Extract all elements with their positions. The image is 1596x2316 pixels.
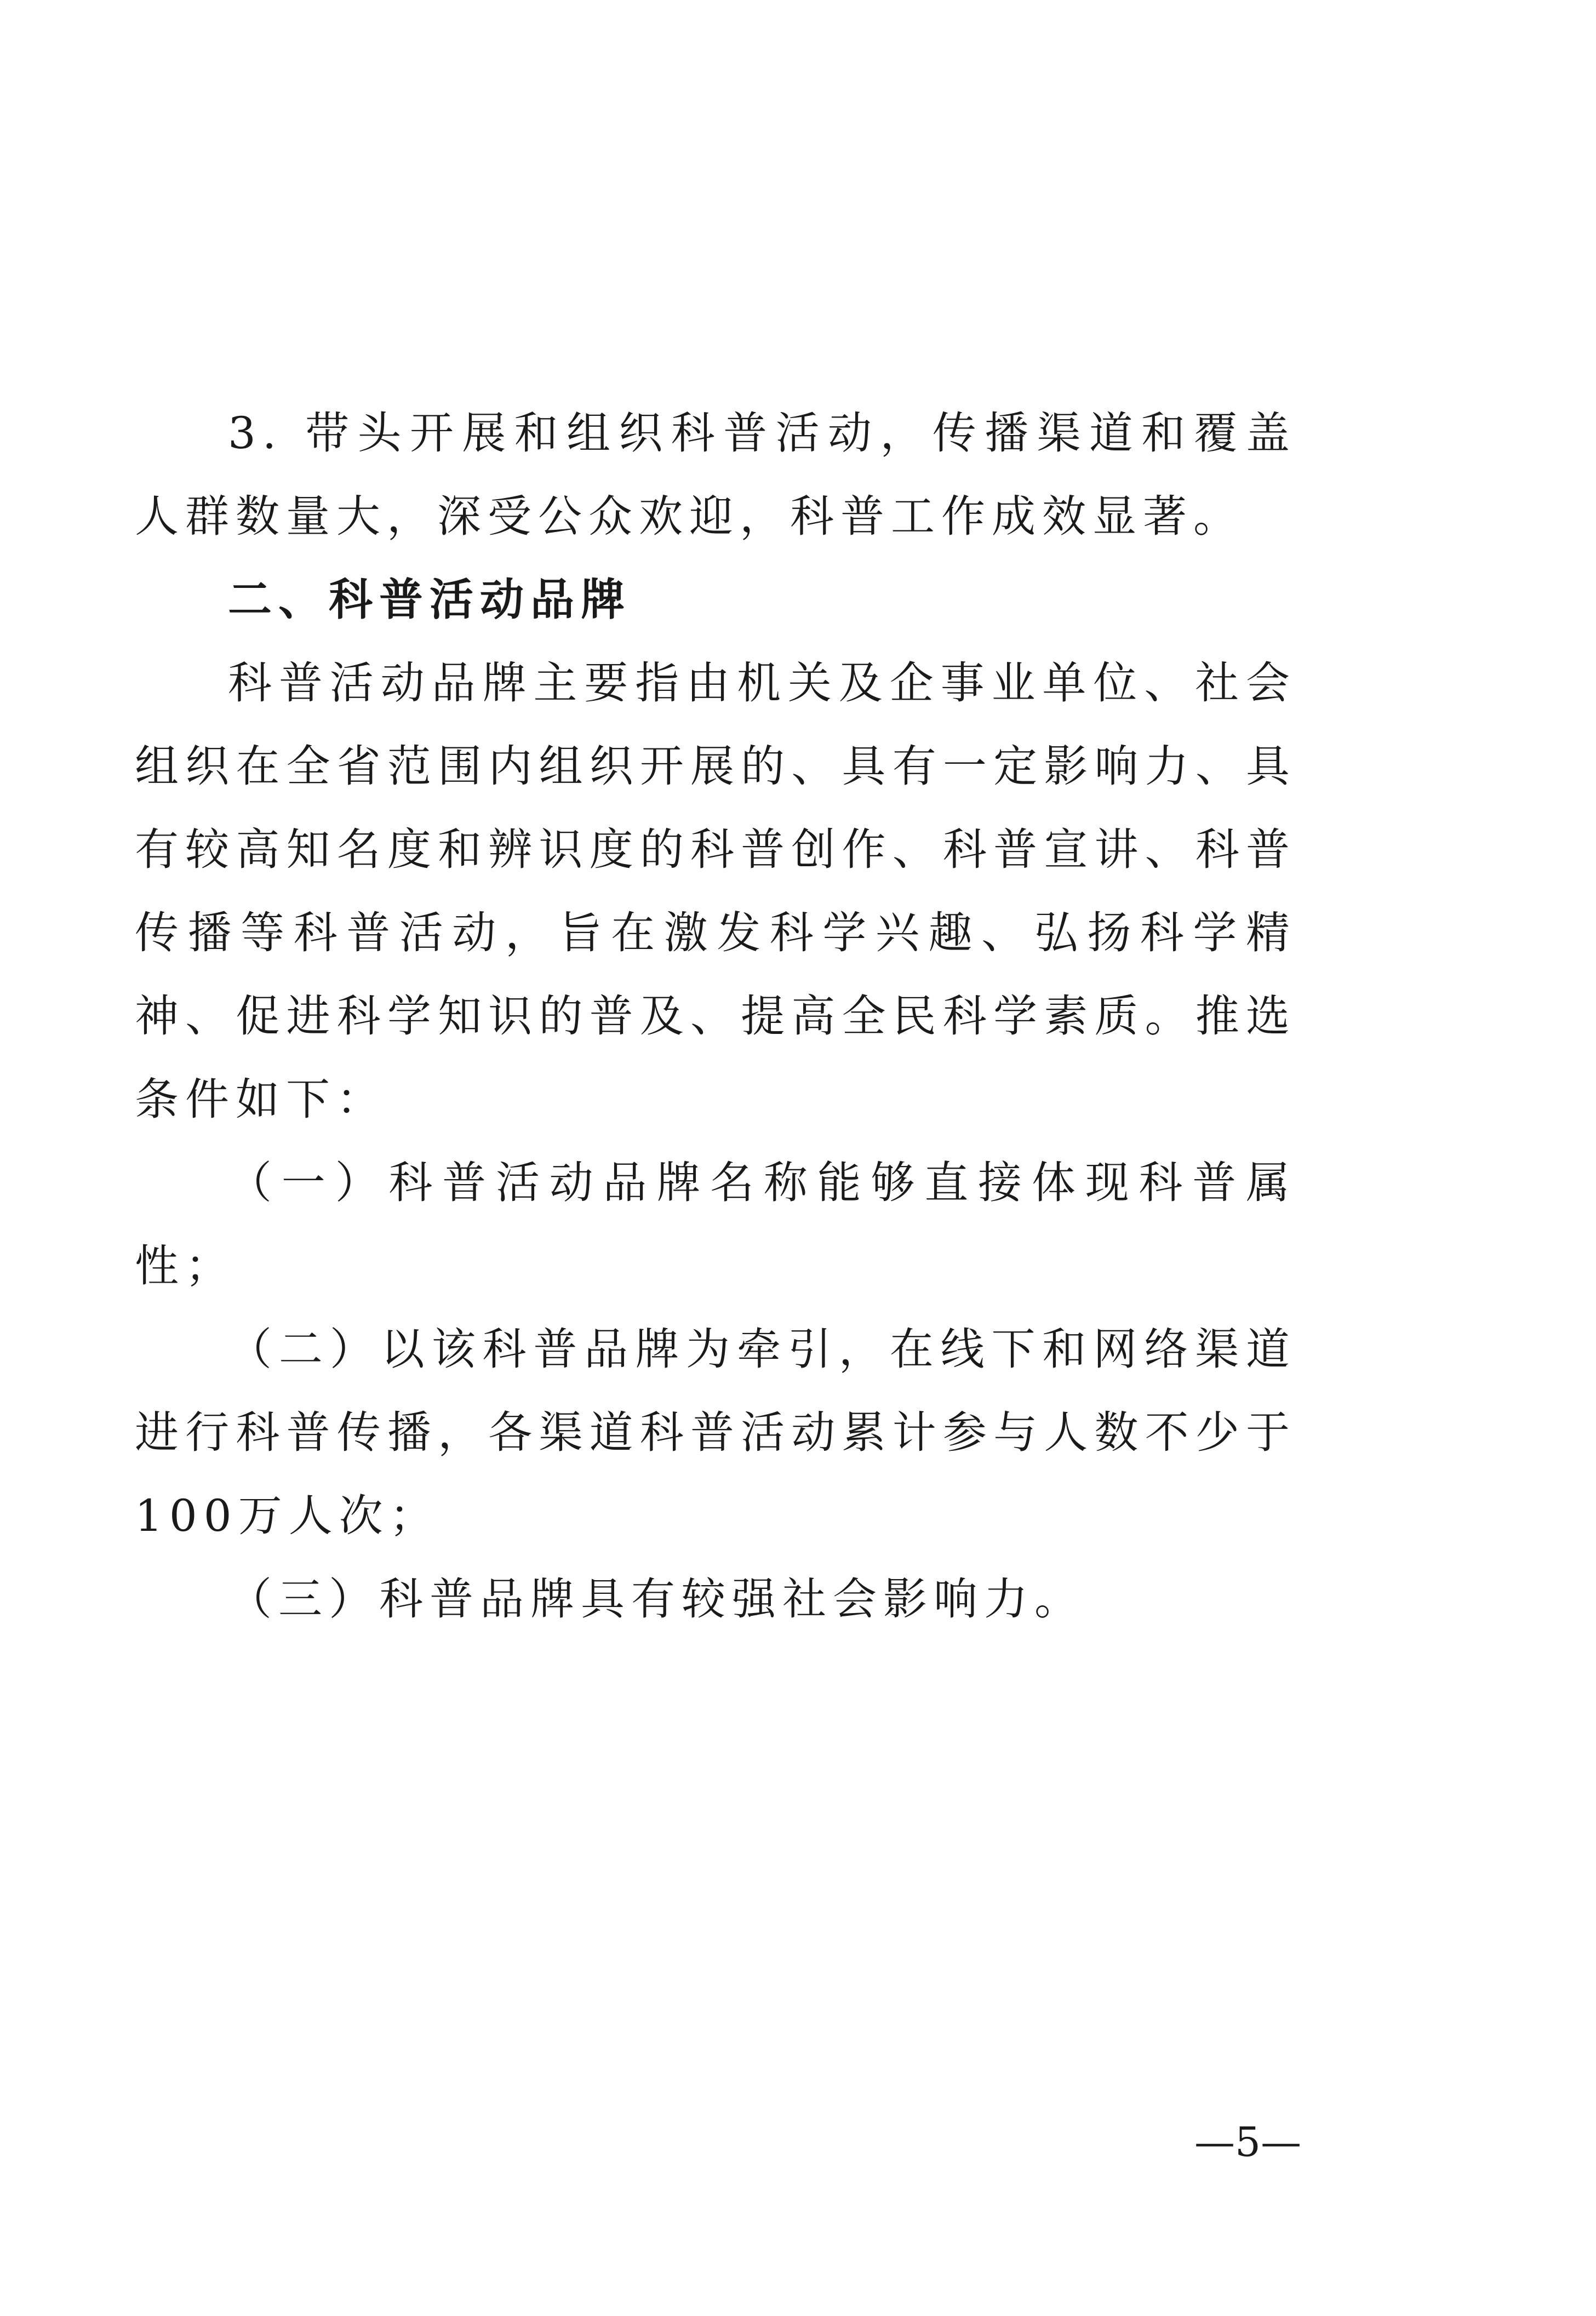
paragraph-condition-2: （二）以该科普品牌为牵引，在线下和网络渠道进行科普传播，各渠道科普活动累计参与人数不少于100万人次； xyxy=(135,1324,1296,1541)
paragraph-condition-1: （一）科普活动品牌名称能够直接体现科普属性； xyxy=(135,1157,1296,1291)
paragraph-brand-definition: 科普活动品牌主要指由机关及企事业单位、社会组织在全省范围内组织开展的、具有一定影响力、具有较高知名度和辨识度的科普创作、科普宣讲、科普传播等科普活动，旨在激发科学兴趣、弘扬科学精神、促进科学知识的普及、提高全民科学素质。推选条件如下： xyxy=(135,657,1296,1125)
paragraph-criterion-3: 3. 带头开展和组织科普活动，传播渠道和覆盖人群数量大，深受公众欢迎，科普工作成效显著。 xyxy=(135,408,1296,542)
document-body xyxy=(135,392,1296,1641)
section-heading-activity-brand: 二、科普活动品牌 xyxy=(228,574,631,625)
paragraph-condition-3: （三）科普品牌具有较强社会影响力。 xyxy=(228,1574,1085,1625)
page-number: —5— xyxy=(1194,2119,1302,2166)
